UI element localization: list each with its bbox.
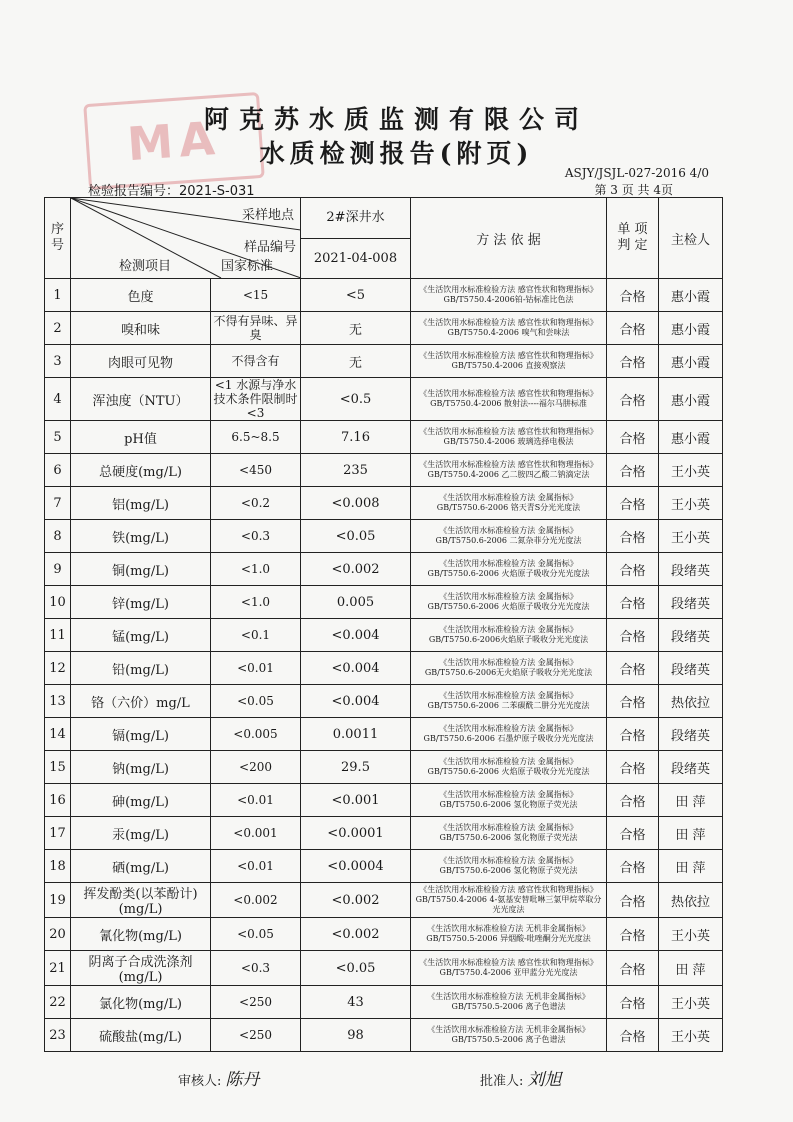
row-result: <0.0001 [301, 817, 411, 850]
table-row [45, 619, 723, 652]
row-item: 挥发酚类(以苯酚计)(mg/L) [71, 883, 211, 918]
row-method [411, 751, 607, 784]
row-item: 钠(mg/L) [71, 751, 211, 784]
method-standard-name: 《生活饮用水标准检验方法 金属指标》 [439, 625, 578, 634]
row-judgement: 合格 [607, 951, 659, 986]
row-inspector: 段绪英 [659, 751, 723, 784]
page-info: 第 3 页 共 4页 [594, 183, 673, 197]
row-method [411, 850, 607, 883]
row-inspector: 王小英 [659, 986, 723, 1019]
row-number: 11 [45, 619, 71, 652]
row-item: 铁(mg/L) [71, 520, 211, 553]
method-standard-code: GB/T5750.4-2006 4-氨基安替吡啉三氯甲烷萃取分光光度法 [415, 895, 602, 914]
row-inspector: 惠小霞 [659, 378, 723, 421]
row-inspector: 惠小霞 [659, 279, 723, 312]
row-result: <0.002 [301, 883, 411, 918]
row-inspector: 王小英 [659, 520, 723, 553]
header-sample-cell [301, 198, 411, 279]
row-standard: <450 [211, 454, 301, 487]
row-judgement: 合格 [607, 652, 659, 685]
row-number: 1 [45, 279, 71, 312]
method-standard-code: GB/T5750.4-2006 嗅气和尝味法 [447, 328, 570, 337]
row-standard: <0.05 [211, 918, 301, 951]
row-judgement: 合格 [607, 751, 659, 784]
row-standard: <0.002 [211, 883, 301, 918]
table-row [45, 378, 723, 421]
row-number: 14 [45, 718, 71, 751]
row-number: 12 [45, 652, 71, 685]
row-number: 13 [45, 685, 71, 718]
method-standard-code: GB/T5750.6-2006 铬天青S分光光度法 [436, 503, 581, 512]
row-method [411, 652, 607, 685]
row-item: 硒(mg/L) [71, 850, 211, 883]
table-row [45, 951, 723, 986]
row-item: 嗅和味 [71, 312, 211, 345]
row-number: 6 [45, 454, 71, 487]
row-method [411, 345, 607, 378]
approver-signature: 刘旭 [527, 1070, 562, 1090]
row-result: <5 [301, 279, 411, 312]
row-item: 铜(mg/L) [71, 553, 211, 586]
table-row [45, 345, 723, 378]
method-standard-name: 《生活饮用水标准检验方法 金属指标》 [439, 658, 578, 667]
table-row [45, 1019, 723, 1052]
sample-place: 2#深井水 [301, 198, 410, 239]
row-result: <0.004 [301, 619, 411, 652]
document-number: ASJY/JSJL-027-2016 4/0 [564, 166, 709, 180]
row-method [411, 378, 607, 421]
reviewer-block [178, 1065, 259, 1090]
method-standard-code: GB/T5750.6-2006 二苯碳酰二肼分光光度法 [427, 701, 590, 710]
row-method [411, 520, 607, 553]
row-item: 氯化物(mg/L) [71, 986, 211, 1019]
row-standard: 不得有异味、异臭 [211, 312, 301, 345]
reviewer-label: 审核人: [178, 1074, 222, 1089]
row-method [411, 986, 607, 1019]
row-number: 21 [45, 951, 71, 986]
row-standard: <0.01 [211, 784, 301, 817]
method-standard-name: 《生活饮用水标准检验方法 感官性状和物理指标》 [419, 389, 598, 398]
row-number: 17 [45, 817, 71, 850]
sample-place-label: 采样地点 [241, 208, 294, 223]
method-standard-code: GB/T5750.4-2006 散射法----福尔马肼标准 [430, 399, 587, 408]
row-judgement: 合格 [607, 378, 659, 421]
row-result: <0.002 [301, 553, 411, 586]
method-standard-code: GB/T5750.6-2006火焰原子吸收分光光度法 [428, 635, 589, 644]
method-standard-code: GB/T5750.4-2006 直接观察法 [451, 361, 566, 370]
row-item: 氰化物(mg/L) [71, 918, 211, 951]
method-standard-name: 《生活饮用水标准检验方法 金属指标》 [439, 823, 578, 832]
row-inspector: 段绪英 [659, 553, 723, 586]
row-item: 肉眼可见物 [71, 345, 211, 378]
row-inspector: 王小英 [659, 1019, 723, 1052]
company-name: 阿克苏水质监测有限公司 [203, 105, 589, 134]
row-result: <0.008 [301, 487, 411, 520]
row-result: 43 [301, 986, 411, 1019]
method-standard-name: 《生活饮用水标准检验方法 感官性状和物理指标》 [419, 285, 598, 294]
method-standard-code: GB/T5750.6-2006 火焰原子吸收分光光度法 [427, 767, 590, 776]
item-label: 检测项目 [119, 259, 172, 274]
row-result: <0.002 [301, 918, 411, 951]
row-method [411, 784, 607, 817]
method-standard-name: 《生活饮用水标准检验方法 金属指标》 [439, 559, 578, 568]
row-standard: <250 [211, 1019, 301, 1052]
table-row [45, 312, 723, 345]
row-number: 15 [45, 751, 71, 784]
row-inspector: 段绪英 [659, 586, 723, 619]
row-judgement: 合格 [607, 685, 659, 718]
approver-block [480, 1065, 561, 1090]
row-inspector: 王小英 [659, 454, 723, 487]
row-method [411, 918, 607, 951]
row-standard: <0.1 [211, 619, 301, 652]
row-number: 22 [45, 986, 71, 1019]
row-method [411, 454, 607, 487]
table-row [45, 454, 723, 487]
row-inspector: 田 萍 [659, 817, 723, 850]
row-number: 20 [45, 918, 71, 951]
method-standard-name: 《生活饮用水标准检验方法 感官性状和物理指标》 [419, 460, 598, 469]
row-judgement: 合格 [607, 784, 659, 817]
row-inspector: 王小英 [659, 918, 723, 951]
method-standard-code: GB/T5750.4-2006 玻璃选择电极法 [443, 437, 574, 446]
row-number: 8 [45, 520, 71, 553]
row-result: 235 [301, 454, 411, 487]
row-item: 色度 [71, 279, 211, 312]
table-row [45, 784, 723, 817]
sample-no-label: 样品编号 [243, 240, 296, 255]
row-method [411, 685, 607, 718]
sample-no: 2021-04-008 [313, 251, 398, 266]
method-standard-code: GB/T5750.6-2006 火焰原子吸收分光光度法 [427, 569, 590, 578]
row-result: <0.0004 [301, 850, 411, 883]
row-standard: 不得含有 [211, 345, 301, 378]
header-inspector: 主检人 [659, 198, 723, 279]
row-judgement: 合格 [607, 1019, 659, 1052]
method-standard-name: 《生活饮用水标准检验方法 金属指标》 [439, 493, 578, 502]
row-inspector: 田 萍 [659, 951, 723, 986]
method-standard-code: GB/T5750.4-2006 乙二胺四乙酸二钠滴定法 [427, 470, 590, 479]
row-standard: <1.0 [211, 586, 301, 619]
row-item: 砷(mg/L) [71, 784, 211, 817]
row-number: 2 [45, 312, 71, 345]
row-standard: 6.5~8.5 [211, 421, 301, 454]
method-standard-code: GB/T5750.4-2006 亚甲蓝分光光度法 [439, 968, 578, 977]
row-number: 16 [45, 784, 71, 817]
row-result: <0.05 [301, 520, 411, 553]
method-standard-code: GB/T5750.6-2006 氢化物原子荧光法 [439, 800, 578, 809]
row-standard: <0.2 [211, 487, 301, 520]
row-standard: <0.3 [211, 520, 301, 553]
header-diagonal-cell [71, 198, 301, 279]
method-standard-code: GB/T5750.5-2006 异烟酸-吡唑酮分光光度法 [426, 934, 591, 943]
row-method [411, 718, 607, 751]
row-judgement: 合格 [607, 619, 659, 652]
row-item: 总硬度(mg/L) [71, 454, 211, 487]
row-result: 98 [301, 1019, 411, 1052]
row-result: 7.16 [301, 421, 411, 454]
standard-label: 国家标准 [221, 259, 274, 274]
row-standard: <200 [211, 751, 301, 784]
table-row [45, 817, 723, 850]
row-inspector: 惠小霞 [659, 312, 723, 345]
method-standard-name: 《生活饮用水标准检验方法 金属指标》 [439, 526, 578, 535]
row-result: <0.004 [301, 652, 411, 685]
method-standard-name: 《生活饮用水标准检验方法 感官性状和物理指标》 [419, 958, 598, 967]
row-number: 7 [45, 487, 71, 520]
row-standard: <0.3 [211, 951, 301, 986]
method-standard-code: GB/T5750.5-2006 离子色谱法 [451, 1002, 566, 1011]
row-item: 镉(mg/L) [71, 718, 211, 751]
header-seq: 序号 [45, 198, 71, 279]
row-method [411, 421, 607, 454]
row-method [411, 279, 607, 312]
row-standard: <0.05 [211, 685, 301, 718]
row-item: 阴离子合成洗涤剂(mg/L) [71, 951, 211, 986]
table-row [45, 986, 723, 1019]
results-table [44, 197, 723, 1052]
row-item: 铝(mg/L) [71, 487, 211, 520]
row-number: 23 [45, 1019, 71, 1052]
row-inspector: 段绪英 [659, 652, 723, 685]
row-inspector: 惠小霞 [659, 345, 723, 378]
row-number: 4 [45, 378, 71, 421]
table-row [45, 421, 723, 454]
table-row [45, 652, 723, 685]
row-result: 无 [301, 345, 411, 378]
method-standard-name: 《生活饮用水标准检验方法 金属指标》 [439, 592, 578, 601]
row-item: 硫酸盐(mg/L) [71, 1019, 211, 1052]
row-judgement: 合格 [607, 883, 659, 918]
cma-stamp: MA [83, 92, 265, 190]
row-method [411, 312, 607, 345]
table-row [45, 883, 723, 918]
row-method [411, 619, 607, 652]
row-judgement: 合格 [607, 312, 659, 345]
row-judgement: 合格 [607, 986, 659, 1019]
method-standard-name: 《生活饮用水标准检验方法 感官性状和物理指标》 [419, 885, 598, 894]
reviewer-signature: 陈丹 [225, 1070, 260, 1090]
row-item: 汞(mg/L) [71, 817, 211, 850]
row-inspector: 段绪英 [659, 619, 723, 652]
table-row [45, 685, 723, 718]
row-judgement: 合格 [607, 918, 659, 951]
report-title: 水质检测报告(附页) [259, 139, 534, 168]
method-standard-name: 《生活饮用水标准检验方法 无机非金属指标》 [427, 992, 590, 1001]
row-number: 19 [45, 883, 71, 918]
method-standard-name: 《生活饮用水标准检验方法 无机非金属指标》 [427, 1025, 590, 1034]
row-inspector: 田 萍 [659, 784, 723, 817]
row-result: 0.005 [301, 586, 411, 619]
row-inspector: 段绪英 [659, 718, 723, 751]
method-standard-code: GB/T5750.5-2006 离子色谱法 [451, 1035, 566, 1044]
row-result: 0.0011 [301, 718, 411, 751]
method-standard-name: 《生活饮用水标准检验方法 金属指标》 [439, 856, 578, 865]
method-standard-code: GB/T5750.6-2006 火焰原子吸收分光光度法 [427, 602, 590, 611]
method-standard-code: GB/T5750.6-2006 氢化物原子荧光法 [439, 833, 578, 842]
header-judge: 单 项 判 定 [607, 198, 659, 279]
row-method [411, 1019, 607, 1052]
table-header-row [45, 198, 723, 279]
header-method: 方 法 依 据 [411, 198, 607, 279]
method-standard-code: GB/T5750.6-2006 氢化物原子荧光法 [439, 866, 578, 875]
method-standard-name: 《生活饮用水标准检验方法 感官性状和物理指标》 [419, 351, 598, 360]
row-inspector: 惠小霞 [659, 421, 723, 454]
row-standard: <1.0 [211, 553, 301, 586]
row-item: 铬（六价）mg/L [71, 685, 211, 718]
row-result: <0.001 [301, 784, 411, 817]
row-standard: <0.01 [211, 850, 301, 883]
row-standard: <0.01 [211, 652, 301, 685]
row-result: <0.004 [301, 685, 411, 718]
method-standard-name: 《生活饮用水标准检验方法 感官性状和物理指标》 [419, 427, 598, 436]
row-result: <0.05 [301, 951, 411, 986]
table-row [45, 553, 723, 586]
row-judgement: 合格 [607, 817, 659, 850]
row-judgement: 合格 [607, 454, 659, 487]
row-number: 10 [45, 586, 71, 619]
row-number: 5 [45, 421, 71, 454]
method-standard-name: 《生活饮用水标准检验方法 感官性状和物理指标》 [419, 318, 598, 327]
row-standard: <250 [211, 986, 301, 1019]
row-judgement: 合格 [607, 553, 659, 586]
row-method [411, 951, 607, 986]
method-standard-code: GB/T5750.6-2006 二氮杂菲分光光度法 [435, 536, 582, 545]
row-result: 无 [301, 312, 411, 345]
row-judgement: 合格 [607, 520, 659, 553]
table-row [45, 918, 723, 951]
row-judgement: 合格 [607, 345, 659, 378]
row-method [411, 883, 607, 918]
row-number: 3 [45, 345, 71, 378]
table-row [45, 487, 723, 520]
row-method [411, 487, 607, 520]
row-judgement: 合格 [607, 487, 659, 520]
row-method [411, 586, 607, 619]
row-result: <0.5 [301, 378, 411, 421]
row-result: 29.5 [301, 751, 411, 784]
method-standard-name: 《生活饮用水标准检验方法 金属指标》 [439, 691, 578, 700]
row-standard: <15 [211, 279, 301, 312]
method-standard-code: GB/T5750.6-2006 石墨炉原子吸收分光光度法 [423, 734, 594, 743]
method-standard-name: 《生活饮用水标准检验方法 金属指标》 [439, 757, 578, 766]
method-standard-name: 《生活饮用水标准检验方法 无机非金属指标》 [427, 924, 590, 933]
method-standard-code: GB/T5750.4-2006铂-钴标准比色法 [443, 295, 574, 304]
table-row [45, 850, 723, 883]
row-item: pH值 [71, 421, 211, 454]
row-standard: <1 水源与净水技术条件限制时<3 [211, 378, 301, 421]
row-method [411, 817, 607, 850]
method-standard-name: 《生活饮用水标准检验方法 金属指标》 [439, 790, 578, 799]
row-judgement: 合格 [607, 850, 659, 883]
table-row [45, 718, 723, 751]
approver-label: 批准人: [480, 1074, 524, 1089]
table-row [45, 520, 723, 553]
row-inspector: 王小英 [659, 487, 723, 520]
table-row [45, 586, 723, 619]
row-judgement: 合格 [607, 421, 659, 454]
row-number: 18 [45, 850, 71, 883]
row-item: 锰(mg/L) [71, 619, 211, 652]
row-item: 锌(mg/L) [71, 586, 211, 619]
row-judgement: 合格 [607, 586, 659, 619]
row-judgement: 合格 [607, 279, 659, 312]
row-standard: <0.005 [211, 718, 301, 751]
row-standard: <0.001 [211, 817, 301, 850]
row-method [411, 553, 607, 586]
row-number: 9 [45, 553, 71, 586]
method-standard-name: 《生活饮用水标准检验方法 金属指标》 [439, 724, 578, 733]
method-standard-code: GB/T5750.6-2006无火焰原子吸收分光光度法 [424, 668, 593, 677]
row-inspector: 热依拉 [659, 883, 723, 918]
row-judgement: 合格 [607, 718, 659, 751]
row-item: 铅(mg/L) [71, 652, 211, 685]
row-inspector: 田 萍 [659, 850, 723, 883]
row-item: 浑浊度（NTU） [71, 378, 211, 421]
table-row [45, 279, 723, 312]
report-number: 检验报告编号：2021-S-031 [88, 184, 255, 199]
table-row [45, 751, 723, 784]
row-inspector: 热依拉 [659, 685, 723, 718]
